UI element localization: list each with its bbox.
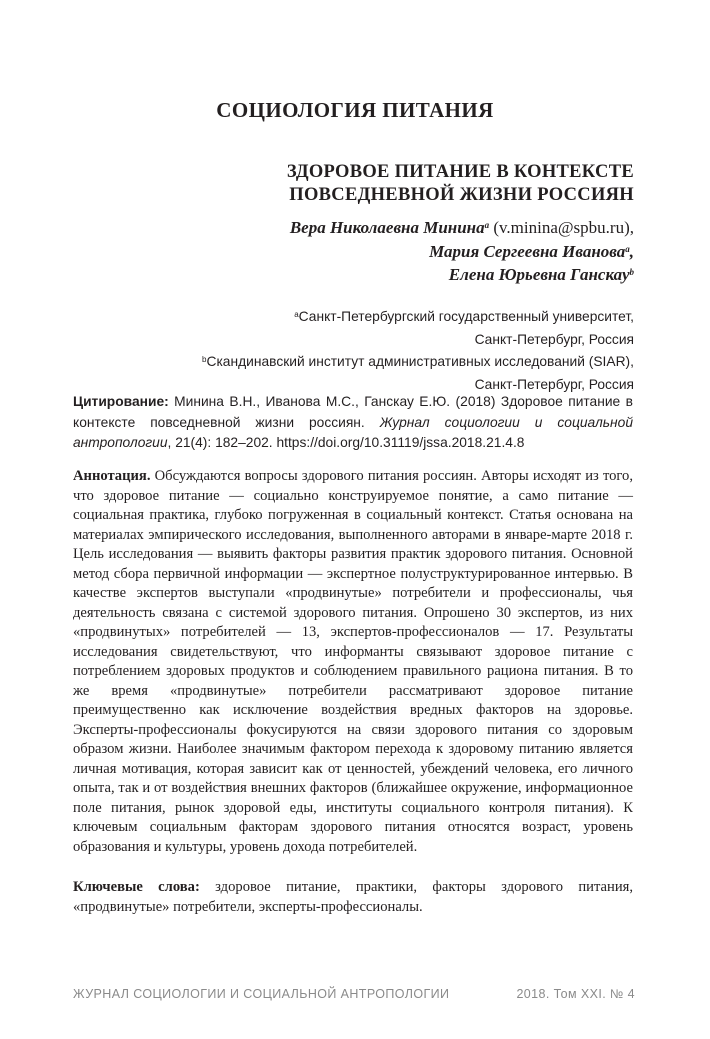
- affiliation-mark: a: [294, 310, 299, 319]
- citation: [73, 392, 633, 454]
- abstract: [73, 467, 633, 857]
- author-line: [290, 216, 634, 240]
- keywords-label: Ключевые слова:: [73, 879, 200, 895]
- article-title: [287, 161, 634, 207]
- citation-doi[interactable]: , 21(4): 182–202. https://doi.org/10.31119/jssa.2018.21.4.8: [167, 435, 525, 451]
- footer-journal: ЖУРНАЛ СОЦИОЛОГИИ И СОЦИАЛЬНОЙ АНТРОПОЛОГИИ: [73, 987, 450, 1001]
- affiliation-mark: b: [202, 355, 207, 365]
- author-line: [290, 240, 634, 264]
- author-name: Вера Николаевна Минина: [289, 218, 485, 237]
- abstract-label: Аннотация.: [73, 468, 151, 484]
- author-separator: ,: [629, 241, 634, 261]
- article-title-line: ПОВСЕДНЕВНОЙ ЖИЗНИ РОССИЯН: [289, 185, 634, 205]
- affiliation-line: [202, 306, 634, 329]
- article-title-line: ЗДОРОВОЕ ПИТАНИЕ В КОНТЕКСТЕ: [286, 162, 634, 182]
- affiliation-city: Санкт-Петербург, Россия: [474, 376, 634, 392]
- keywords-text: здоровое питание, практики, факторы здорового питания, «продвинутые» потребители, эксперты-профессионалы.: [73, 879, 633, 915]
- citation-label: Цитирование:: [73, 394, 169, 409]
- author-line: [290, 263, 634, 287]
- keywords: [73, 878, 633, 917]
- author-affiliation-mark: b: [629, 267, 634, 277]
- affiliation-city: Санкт-Петербург, Россия: [474, 331, 634, 347]
- footer-issue: 2018. Том XXI. № 4: [516, 987, 635, 1001]
- affiliation-line: [202, 351, 634, 374]
- citation-text: Минина В.Н., Иванова М.С., Ганскау Е.Ю. (2018) Здоровое питание в контексте повседневной жизни россиян.: [73, 394, 633, 430]
- section-title: СОЦИОЛОГИЯ ПИТАНИЯ: [216, 98, 494, 122]
- author-name: Елена Юрьевна Ганскау: [448, 265, 630, 284]
- affiliation-name: Санкт-Петербургский государственный университет,: [298, 309, 634, 324]
- author-affiliation-mark: a: [625, 243, 630, 254]
- author-affiliation-mark: a: [484, 220, 490, 230]
- affiliations: [202, 306, 634, 396]
- author-name: Мария Сергеевна Иванова: [429, 241, 626, 261]
- affiliation-name: Скандинавский институт административных исследований (SIAR),: [206, 354, 634, 370]
- abstract-text: Обсуждаются вопросы здорового питания россиян. Авторы исходят из того, что здоровое питание — социально конструируемое понятие, а само питание — социальная практика, глубоко погруженная в социальный контекст. Статья основана на материалах эмпирического исследования, выполненного авторами в январе-марте 2018 г. Цель исследования — выявить факторы развития практик здорового питания. Основной метод сбора первичной информации — экспертное полуструктурированное интервью. В качестве экспертов выступали «продвинутые» потребители и профессионалы, чья деятельность связана с системой здорового питания. Опрошено 30 экспертов, из них «продвинутых» потребителей — 13, экспертов-профессионалов — 17. Результаты исследования свидетельствуют, что информанты связывают здоровое питание с потреблением здоровых продуктов и соблюдением правильного рациона питания. В то же время «продвинутые» потребители рассматривают здоровое питание преимущественно как исключение воздействия вредных факторов на здоровье. Эксперты-профессионалы фокусируются на связи здорового питания со здоровым образом жизни. Наиболее значимым фактором перехода к здоровому питанию является личная мотивация, которая зависит как от ценностей, убеждений человека, его личного опыта, так и от воздействия внешних факторов (ближайшее окружение, информационное поле питания, рынок здоровой еды, институты социального контроля питания). К ключевым социальным факторам здорового питания относятся возраст, уровень образования и культуры, уровень дохода потребителей.: [73, 468, 633, 855]
- citation-journal: Журнал социологии и социальной антропологии: [73, 414, 633, 451]
- author-email[interactable]: (v.minina@spbu.ru),: [489, 218, 634, 237]
- author-list: [290, 216, 634, 287]
